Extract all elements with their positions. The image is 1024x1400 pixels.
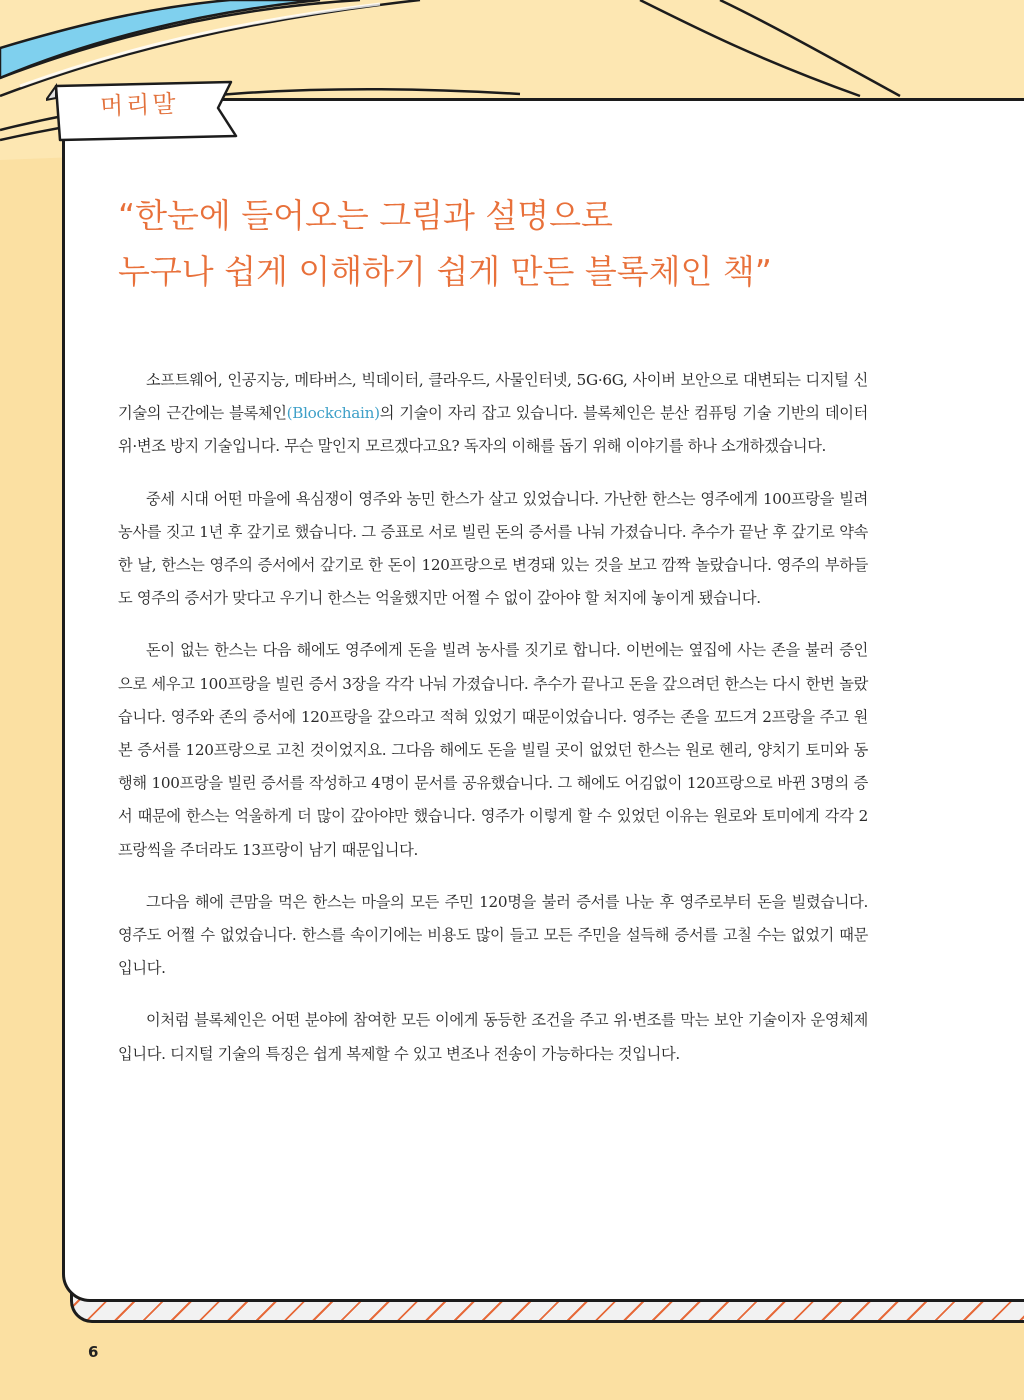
ribbon-fold <box>46 86 56 100</box>
page-number: 6 <box>88 1343 99 1361</box>
paragraph-3: 돈이 없는 한스는 다음 해에도 영주에게 돈을 빌려 농사를 짓기로 합니다. 이번에는 옆집에 사는 존을 불러 증인으로 세우고 100프랑을 빌린 증서 3장을 각각 나눠 가졌습니다. 추수가 끝나고 돈을 갚으려던 한스는 다시 한번 놀랐습니다. 영주와 존의 증서에 120프랑을 갚으라고 적혀 있었기 때문이었습니다. 영주는 존을 꼬드겨 2프랑을 주고 원본 증서를 120프랑으로 고친 것이었지요. 그다음 해에도 돈을 빌릴 곳이 없었던 한스는 원로 헨리, 양치기 토미와 동행해 100프랑을 빌린 증서를 작성하고 4명이 문서를 공유했습니다. 그 해에도 어김없이 120프랑으로 바뀐 3명의 증서 때문에 한스는 억울하게 더 많이 갚아야만 했습니다. 영주가 이렇게 할 수 있었던 이유는 원로와 토미에게 각각 2프랑씩을 주더라도 13프랑이 남기 때문입니다. <box>118 641 868 859</box>
headline-line-2: 누구나 쉽게 이해하기 쉽게 만든 블록체인 책” <box>118 252 772 291</box>
paragraph-2: 중세 시대 어떤 마을에 욕심쟁이 영주와 농민 한스가 살고 있었습니다. 가난한 한스는 영주에게 100프랑을 빌려 농사를 짓고 1년 후 갚기로 했습니다. 그 증표로 서로 빌린 돈의 증서를 나눠 가졌습니다. 추수가 끝난 후 갚기로 약속한 날, 한스는 영주의 증서에서 갚기로 한 돈이 120프랑으로 변경돼 있는 것을 보고 깜짝 놀랐습니다. 영주의 부하들도 영주의 증서가 맞다고 우기니 한스는 억울했지만 어쩔 수 없이 갚아야 할 처지에 놓이게 됐습니다. <box>118 489 868 608</box>
paragraph-1-part-a: 소프트웨어, 인공지능, 메타버스, 빅데이터, 클라우드, 사물인터넷, 5G·6G, 사이버 보안으로 대변되는 디지털 신기술의 근간에는 블록체인 <box>118 371 868 423</box>
paragraph-5: 이처럼 블록체인은 어떤 분야에 참여한 모든 이에게 동등한 조건을 주고 위·변조를 막는 보안 기술이자 운영체제입니다. 디지털 기술의 특징은 쉽게 복제할 수 있고 변조나 전송이 가능하다는 것입니다. <box>118 1011 868 1063</box>
paragraph-4: 그다음 해에 큰맘을 먹은 한스는 마을의 모든 주민 120명을 불러 증서를 나눈 후 영주로부터 돈을 빌렸습니다. 영주도 어쩔 수 없었습니다. 한스를 속이기에는 비용도 많이 들고 모든 주민을 설득해 증서를 고칠 수는 없었기 때문입니다. <box>118 892 868 978</box>
headline-line-1: “한눈에 들어오는 그림과 설명으로 <box>118 196 613 235</box>
paragraph-1 <box>118 364 868 464</box>
blockchain-term: (Blockchain) <box>286 404 380 423</box>
headline <box>118 188 978 300</box>
section-tag-label: 머리말 <box>99 89 180 121</box>
body-text <box>118 364 868 1090</box>
paragraph-1-part-b: 의 기술이 자리 잡고 있습니다. 블록체인은 분산 컴퓨팅 기술 기반의 데이터 위·변조 방지 기술입니다. 무슨 말인지 모르겠다고요? 독자의 이해를 돕기 위해 이야기를 하나 소개하겠습니다. <box>118 404 868 456</box>
